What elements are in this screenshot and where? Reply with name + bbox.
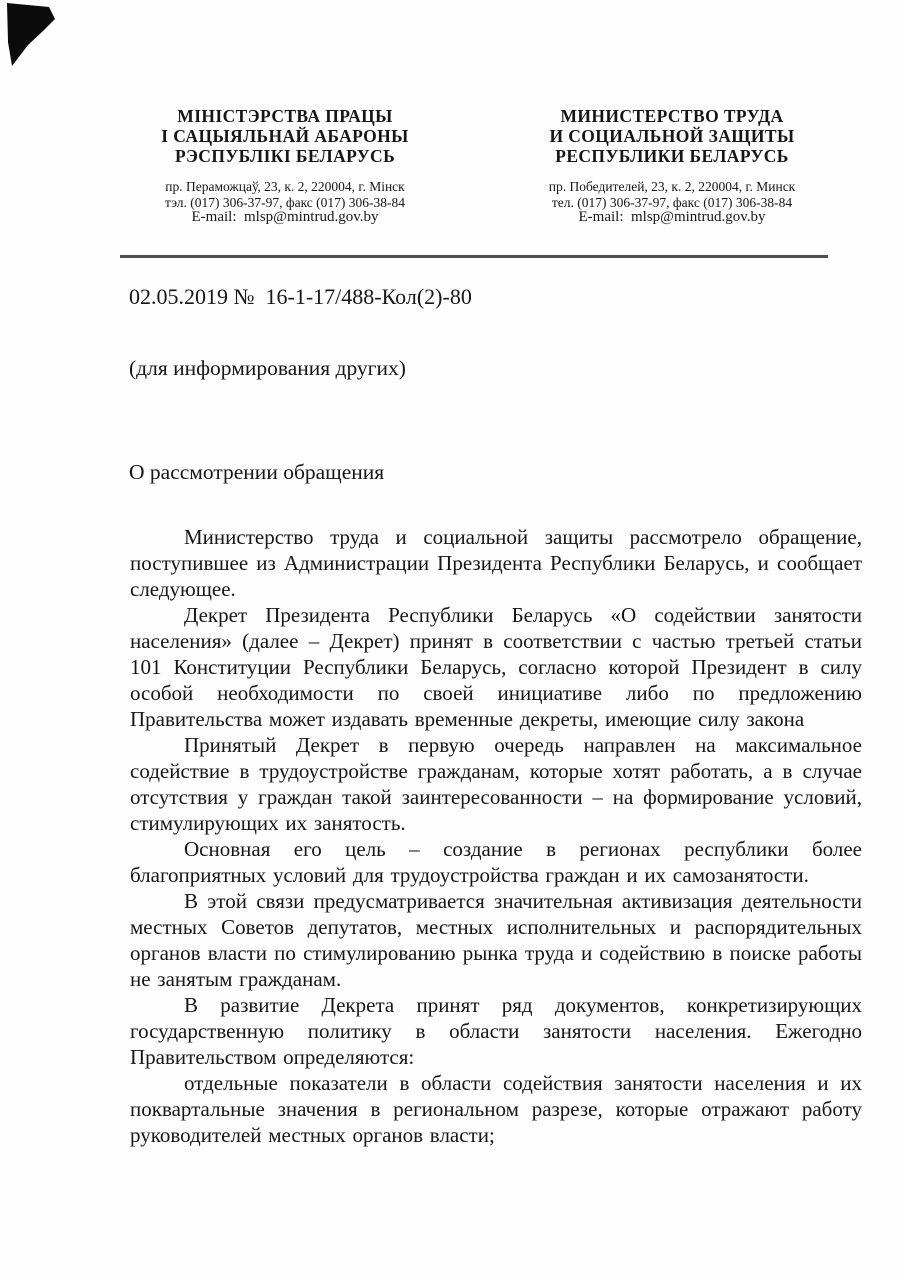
- org-line: І САЦЫЯЛЬНАЙ АБАРОНЫ: [161, 126, 409, 146]
- letter-body: [130, 524, 862, 1148]
- letterhead-belarusian: [95, 106, 475, 226]
- body-paragraph: Декрет Президента Республики Беларусь «О содействии занятости населения» (далее – Декрет) принят в соответствии с частью третьей статьи 101 Конституции Республики Беларусь, согласно которой Президент в силу особой необходимости по своей инициативе либо по предложению Правительства может издавать временные декреты, имеющие силу закона: [130, 603, 862, 731]
- phone-line: тэл. (017) 306-37-97, факс (017) 306-38-84: [164, 194, 406, 210]
- org-line: РЕСПУБЛИКИ БЕЛАРУСЬ: [555, 146, 789, 166]
- org-name-belarusian: [95, 106, 475, 166]
- letterhead-russian: [482, 106, 862, 226]
- org-name-russian: [482, 106, 862, 166]
- email-line: E-mail: mlsp@mintrud.gov.by: [578, 209, 766, 225]
- letterhead: [0, 106, 904, 236]
- org-line: МІНІСТЭРСТВА ПРАЦЫ: [177, 106, 393, 126]
- address-line: пр. Пераможцаў, 23, к. 2, 220004, г. Мінск: [165, 179, 405, 194]
- subject-line: О рассмотрении обращения: [129, 460, 385, 484]
- org-line: МИНИСТЕРСТВО ТРУДА: [560, 106, 784, 126]
- reference-number: 02.05.2019 № 16-1-17/488-Кол(2)-80: [129, 284, 472, 309]
- org-line: И СОЦИАЛЬНОЙ ЗАЩИТЫ: [549, 126, 795, 146]
- address-block-belarusian: [95, 179, 475, 226]
- org-line: РЭСПУБЛІКІ БЕЛАРУСЬ: [174, 146, 396, 166]
- address-line: пр. Победителей, 23, к. 2, 220004, г. Минск: [548, 179, 796, 194]
- body-paragraph: В этой связи предусматривается значительная активизация деятельности местных Советов депутатов, местных исполнительных и распорядительных органов власти по стимулированию рынка труда и содействию в поиске работы не занятым гражданам.: [130, 889, 862, 991]
- body-paragraph: Министерство труда и социальной защиты рассмотрело обращение, поступившее из Администрации Президента Республики Беларусь, и сообщает следующее.: [130, 525, 862, 601]
- divider-line: [120, 255, 828, 258]
- scan-corner-artifact: [0, 0, 70, 75]
- body-paragraph: Принятый Декрет в первую очередь направлен на максимальное содействие в трудоустройстве гражданам, которые хотят работать, а в случае отсутствия у граждан такой заинтересованности – на формирование условий, стимулирующих их занятость.: [130, 733, 862, 835]
- body-paragraph: отдельные показатели в области содействия занятости населения и их поквартальные значения в региональном разрезе, которые отражают работу руководителей местных органов власти;: [130, 1071, 862, 1147]
- body-paragraph: Основная его цель – создание в регионах республики более благоприятных условий для трудоустройства граждан и их самозанятости.: [130, 837, 862, 887]
- email-line: E-mail: mlsp@mintrud.gov.by: [191, 209, 379, 225]
- phone-line: тел. (017) 306-37-97, факс (017) 306-38-84: [551, 194, 793, 210]
- body-paragraph: В развитие Декрета принят ряд документов, конкретизирующих государственную политику в области занятости населения. Ежегодно Правительством определяются:: [130, 993, 862, 1069]
- address-block-russian: [482, 179, 862, 226]
- info-note: (для информирования других): [129, 356, 406, 380]
